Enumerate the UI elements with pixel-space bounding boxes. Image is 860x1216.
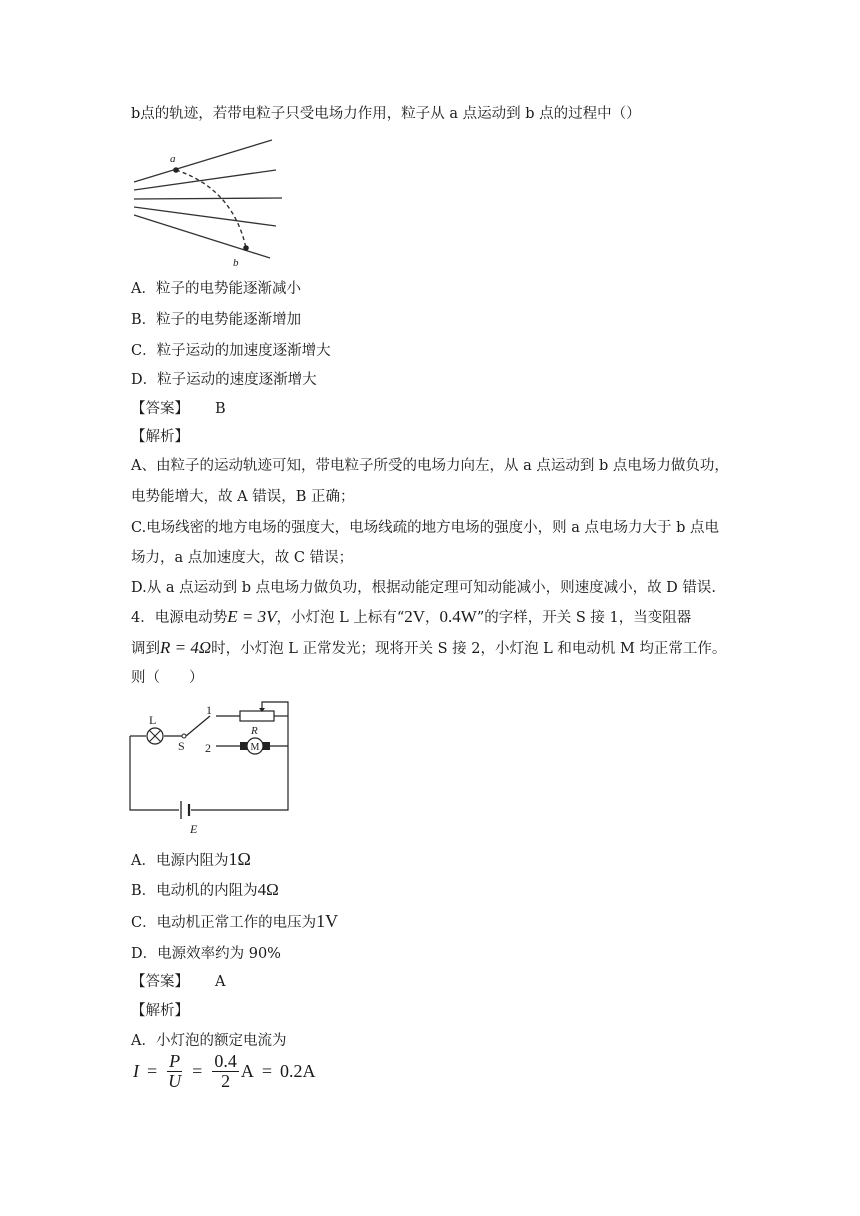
label-a: a [170,153,176,165]
analysis-line: 场力，a 点加速度大，故 C 错误； [131,550,354,566]
option-a: A．电源内阻为1Ω [131,849,251,869]
answer-row [131,399,226,419]
analysis-line: A．小灯泡的额定电流为 [131,1033,287,1049]
answer-value: B [215,401,226,417]
answer-label: 【答案】 [131,401,189,417]
option-a: A．粒子的电势能逐渐减小 [131,281,301,297]
label-source: E [190,822,198,836]
fraction-values: $\frac{0.4}{2}$ [214,1051,237,1091]
label-b: b [233,257,239,269]
label-rheostat: R [251,725,258,737]
formula-result: 0.2A [279,1061,316,1081]
option-b: B．电动机的内阻为4Ω [131,880,279,899]
rating-voltage: 2V [404,607,426,626]
fraction-p-over-u: $\frac{P}{U}$ [168,1051,182,1091]
option-b: B．粒子的电势能逐渐增加 [131,312,302,328]
emf-value: E = 3V [227,607,277,626]
question4-stem-line1: 4．电源电动势E = 3V，小灯泡 L 上标有“2V，0.4W”的字样，开关 S 接 1，当变阻器 [131,607,692,626]
question4-stem-line2: 调到R = 4Ω时，小灯泡 L 正常发光；现将开关 S 接 2，小灯泡 L 和电动机 M 均正常工作。 [131,638,727,657]
answer-label: 【答案】 [131,974,189,990]
analysis-label: 【解析】 [131,429,189,445]
circuit-diagram [124,700,300,840]
analysis-line: 电势能增大，故 A 错误，B 正确； [131,489,355,505]
label-pos1: 1 [206,703,212,717]
trajectory-curve [176,170,246,248]
answer-row [131,972,225,992]
label-switch: S [178,739,185,753]
option-d: D．电源效率约为 90% [131,946,281,962]
analysis-line: D.从 a 点运动到 b 点电场力做负功，根据动能定理可知动能减小，则速度减小，故 D 错误. [131,580,717,596]
current-formula: I = $\frac{P}{U}$ = $\frac{0.4}{2}$ A = 0.2A [133,1051,316,1091]
question-stem: b点的轨迹，若带电粒子只受电场力作用，粒子从 a 点运动到 b 点的过程中（） [131,106,641,122]
answer-value: A [215,974,226,990]
rating-power: 0.4W [439,607,477,626]
rheostat-symbol [240,711,274,721]
point-a [173,167,179,173]
question4-stem-line3: 则（ ） [131,670,204,686]
analysis-line: C.电场线密的地方电场的强度大，电场线疏的地方电场的强度小，则 a 点电场力大于 b 点电 [131,520,720,536]
resistance-value: R = 4Ω [160,638,212,657]
analysis-line: A、由粒子的运动轨迹可知，带电粒子所受的电场力向左，从 a 点运动到 b 点电场力做负功， [131,458,729,474]
label-motor: M [250,742,260,753]
electric-field-figure [128,134,288,274]
option-d: D．粒子运动的速度逐渐增大 [131,372,317,388]
option-c: C．电动机正常工作的电压为1V [131,911,339,931]
label-pos2: 2 [205,741,211,755]
analysis-label: 【解析】 [131,1003,189,1019]
option-c: C．粒子运动的加速度逐渐增大 [131,343,331,359]
label-lamp: L [149,713,157,727]
point-b [243,245,249,251]
